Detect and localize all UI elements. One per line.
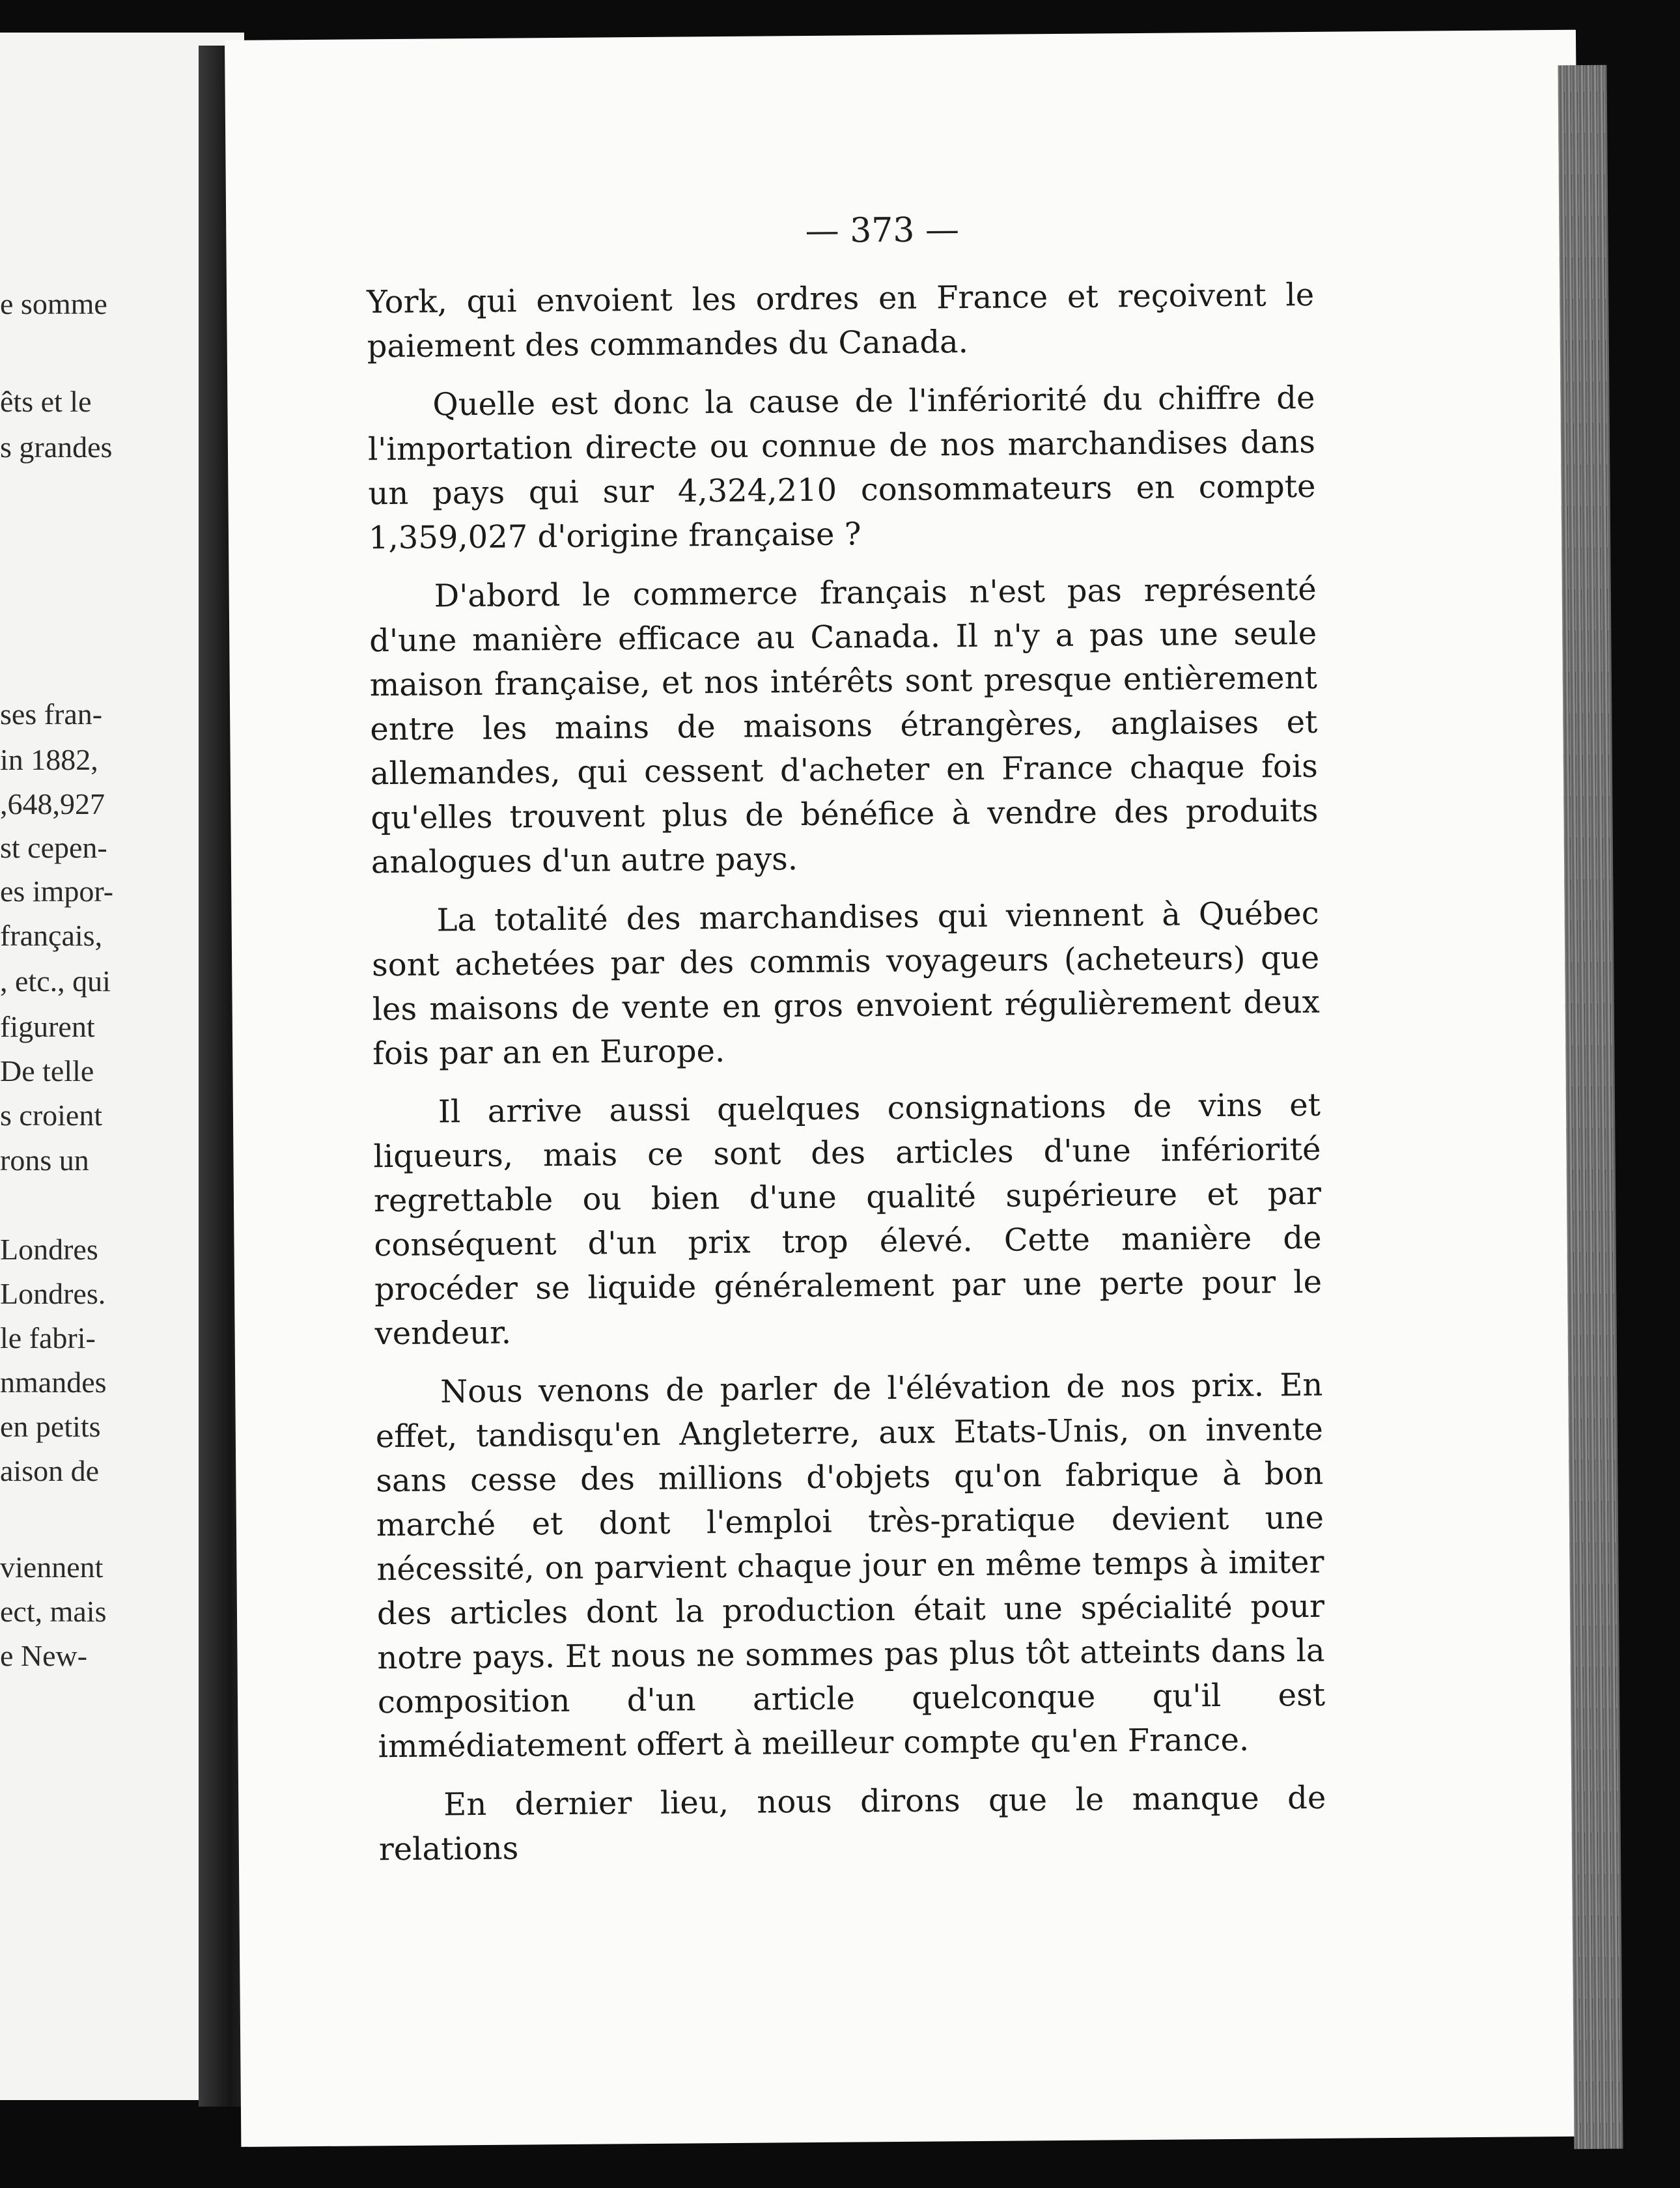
left-page-line: ect, mais — [0, 1595, 107, 1628]
paragraph: La totalité des marchandises qui viennent à Québec sont achetées par des commis voyageurs (acheteurs) que les maisons de vente en gros envoient régulièrement deux fois par an en Europe. — [371, 895, 1320, 1073]
paragraph: En dernier lieu, nous dirons que le manque de relations — [378, 1779, 1326, 1868]
left-page-line: in 1882, — [0, 743, 98, 776]
paragraph: Nous venons de parler de l'élévation de nos prix. En effet, tandisqu'en Angleterre, aux Etats-Unis, on invente sans cesse des millions d'objets qu'on fabrique à bon marché et dont l'emploi très-pratique devient une nécessité, on parvient chaque jour en même temps à imiter des articles dont la production était une spécialité pour notre pays. Et nous ne sommes pas plus tôt atteints dans la composition d'un article quelconque qu'il est immédiatement offert à meilleur compte qu'en France. — [375, 1366, 1326, 1765]
left-page-line: aison de — [0, 1454, 100, 1487]
left-page-line: ses fran- — [0, 697, 103, 731]
left-page-line: , etc., qui — [0, 964, 111, 998]
left-page-line: rons un — [0, 1143, 89, 1177]
left-page-line: figurent — [0, 1010, 95, 1043]
right-page — [225, 30, 1592, 2147]
left-page-line: Londres. — [0, 1277, 106, 1310]
left-page-line: s croient — [0, 1099, 103, 1132]
paragraph: Il arrive aussi quelques consignations de vins et liqueurs, mais ce sont des articles d'une infériorité regrettable ou bien d'une qualité supérieure et par conséquent d'un prix trop élevé. Cette manière de procéder se liquide généralement par une perte pour le vendeur. — [373, 1086, 1323, 1353]
left-page-line: viennent — [0, 1550, 104, 1584]
left-page-line: De telle — [0, 1054, 94, 1087]
left-page-line: en petits — [0, 1410, 101, 1443]
left-page-line: Londres — [0, 1233, 98, 1266]
page-body — [367, 273, 1326, 1886]
left-page-line: es impor- — [0, 875, 114, 908]
left-page-line: nmandes — [0, 1366, 107, 1399]
left-page-line: e somme — [0, 287, 107, 320]
left-page-line: e New- — [0, 1639, 88, 1672]
paragraph: York, qui envoient les ordres en France et reçoivent le paiement des commandes du Canada. — [366, 276, 1315, 365]
paragraph: D'abord le commerce français n'est pas représenté d'une manière efficace au Canada. Il n'y a pas une seule maison française, et nos intérêts sont presque entièrement entre les mains de maisons étrangères, anglaises et allemandes, qui cessent d'acheter en France chaque fois qu'elles trouvent plus de bénéfice à vendre des produits analogues d'un autre pays. — [369, 570, 1319, 881]
page-number: — 373 — — [805, 210, 960, 251]
paragraph: Quelle est donc la cause de l'infériorité du chiffre de l'importation directe ou connue de nos marchandises dans un pays qui sur 4,324,210 consommateurs en compte 1,359,027 d'origine française ? — [367, 379, 1316, 557]
left-page-line: français, — [0, 919, 103, 952]
left-page-line: êts et le — [0, 385, 92, 418]
left-page-line: ,648,927 — [0, 787, 105, 820]
left-page-line: le fabri- — [0, 1321, 96, 1354]
left-page-line: s grandes — [0, 430, 113, 464]
left-page-line: st cepen- — [0, 831, 107, 864]
